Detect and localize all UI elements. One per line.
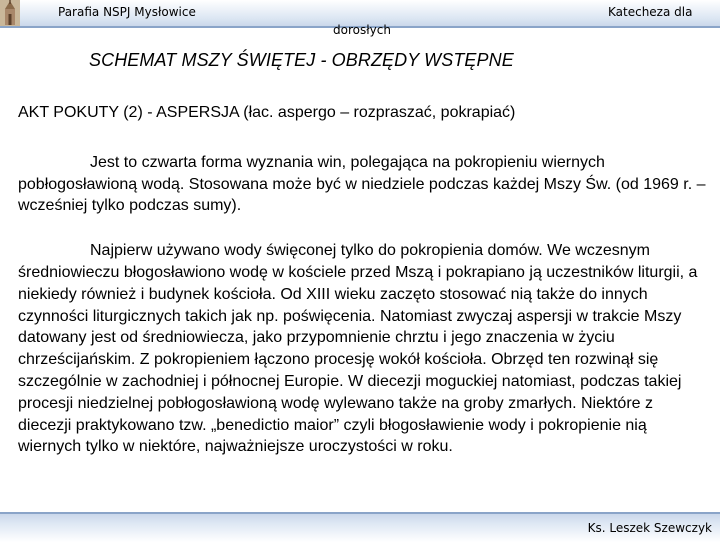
slide-title: SCHEMAT MSZY ŚWIĘTEJ - OBRZĘDY WSTĘPNE [89, 50, 514, 70]
footer-author: Ks. Leszek Szewczyk [587, 521, 712, 535]
section-heading: AKT POKUTY (2) - ASPERSJA (łac. aspergo – rozpraszać, pokrapiać) [18, 104, 516, 121]
header-catechesis-label: Katecheza dla [608, 5, 693, 19]
church-icon [0, 0, 20, 26]
slide-body [18, 102, 708, 458]
parish-name: Parafia NSPJ Mysłowice [58, 5, 196, 19]
body-paragraph-2: Najpierw używano wody święconej tylko do pokropienia domów. We wczesnym średniowieczu błogosławiono wodę w kościele przed Mszą i pokrapiano ją uczestników liturgii, a niekiedy również i budynek kościoła. Od XIII wieku zaczęto stosować nią także do innych czynności liturgicznych takich jak np. poświęcenia. Natomiast zwyczaj aspersji w trakcie Mszy datowany jest od średniowiecza, jako przypomnienie chrztu i jego znaczenia w życiu chrześcijańskim. Z pokropieniem łączono procesję wokół kościoła. Obrzęd ten rozwinął się szczególnie w zachodniej i północnej Europie. W diecezji moguckiej natomiast, podczas takiej procesji niedzielnej pobłogosławioną wodę wylewano także na groby zmarłych. Niektóre z diecezji praktykowano tzw. „benedictio maior” czyli błogosławienie wody i pokropienie nią wiernych tylko w niektóre, najważniejsze uroczystości w roku. [18, 242, 698, 456]
header-catechesis-label-continued: dorosłych [333, 23, 391, 37]
body-paragraph-1: Jest to czwarta forma wyznania win, polegająca na pokropieniu wiernych pobłogosławioną wodą. Stosowana może być w niedziele podczas każdej Mszy Św. (od 1969 r. – wcześniej tylko podczas sumy). [18, 153, 706, 215]
